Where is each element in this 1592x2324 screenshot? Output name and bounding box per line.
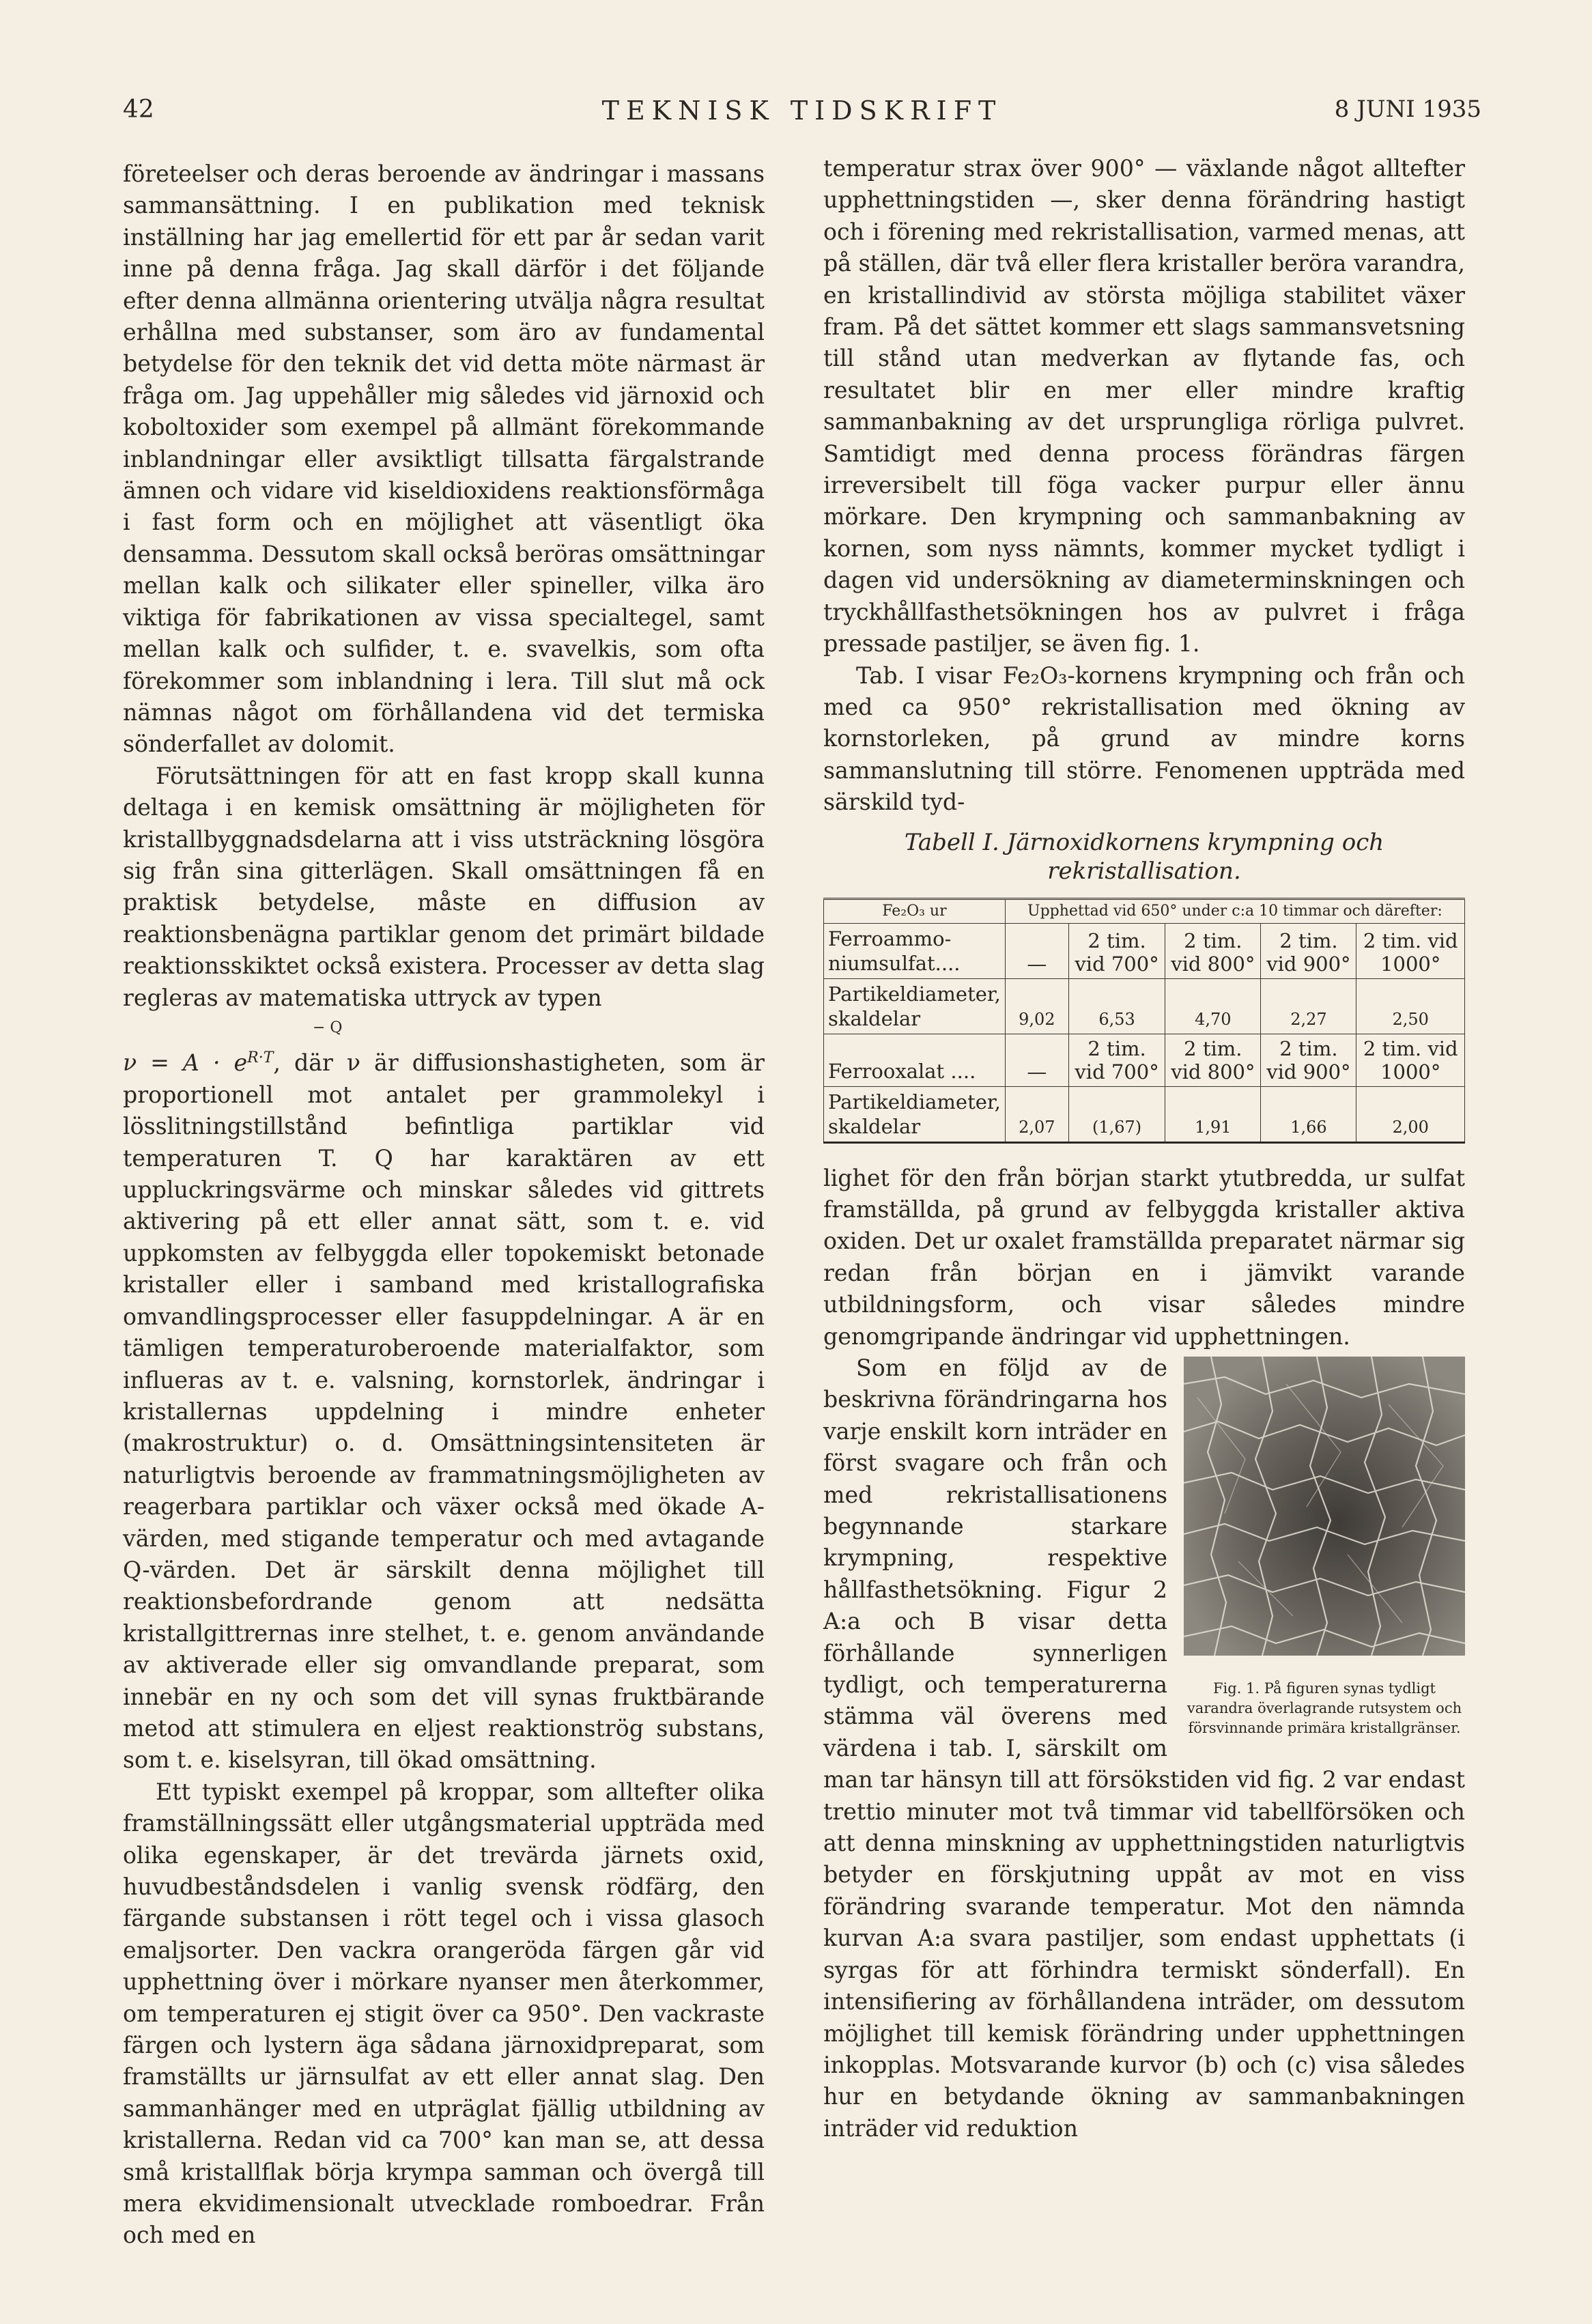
formula xyxy=(123,1011,765,1776)
table-row-label: Ferroammo-niumsulfat.... xyxy=(824,923,1006,978)
paragraph xyxy=(123,761,765,1014)
table-cell: — xyxy=(1005,923,1068,978)
figure-1 xyxy=(1184,1357,1465,1738)
table-cell: 2 tim. vid 900° xyxy=(1261,1034,1356,1086)
table-row xyxy=(824,1086,1465,1142)
left-column xyxy=(123,158,765,2252)
table-row xyxy=(824,923,1465,978)
table-row-label: Partikeldiameter, skaldelar xyxy=(824,978,1006,1034)
table-cell: 2,00 xyxy=(1356,1086,1465,1142)
page-header xyxy=(123,96,1481,137)
table-cell: 2 tim. vid 800° xyxy=(1165,1034,1261,1086)
table-row xyxy=(824,1034,1465,1086)
table-header-cell: Upphettad vid 650° under c:a 10 timmar och därefter: xyxy=(1005,898,1464,923)
table-header-row xyxy=(824,898,1465,923)
table-cell: 2 tim. vid 1000° xyxy=(1356,1034,1465,1086)
table-cell: 2 tim. vid 900° xyxy=(1261,923,1356,978)
table-cell: 6,53 xyxy=(1068,978,1165,1034)
paragraph: företeelser och deras beroende av ändringar i massans sammansättning. I en publikation med teknisk inställning har jag emellertid för ett par år sedan varit inne på denna fråga. Jag skall därför i det följande efter denna allmänna orientering utvälja några resultat erhållna med substanser, som äro av fundamental betydelse för den teknik det vid detta möte närmast är fråga om. Jag uppehåller mig således vid järnoxid och koboltoxider som exempel på allmänt förekommande inblandningar eller avsiktligt tillsatta färgalstrande ämnen och vidare vid kiseldioxidens reaktionsförmåga i fast form och en möjlighet att väsentligt öka densamma. Dessutom skall också beröras omsättningar mellan kalk och silikater eller spineller, vilka äro viktiga för fabrikationen av vissa specialtegel, samt mellan kalk och sulfider, t. e. svavelkis, som ofta förekommer som inblandning i lera. Till slut må ock nämnas något om förhållandena vid det termiska sönderfallet av dolomit. xyxy=(123,160,765,758)
table-row xyxy=(824,978,1465,1034)
micrograph-image xyxy=(1184,1357,1465,1656)
paragraph: temperatur strax över 900° — växlande något alltefter upphettningstiden —, sker denna förändring hastigt och i förening med rekristallisation, varmed menas, att på ställen, där två eller flera kristaller beröra varandra, en kristallindivid av största möjliga stabilitet växer fram. På det sättet kommer ett slags sammansvetsning till stånd utan medverkan av flytande fas, och resultatet blir en mer eller mindre kraftig sammanbakning av det ursprungliga rörliga pulvret. Samtidigt med denna process förändras färgen irreversibelt till föga vacker purpur eller ännu mörkare. Den krympning och sammanbakning av kornen, som nyss nämnts, kommer mycket tydligt i dagen vid undersökning av diameterminskningen och tryckhållfasthetsökningen hos av pulvret i fråga pressade pastiljer, se även fig. 1. xyxy=(823,155,1465,657)
data-table xyxy=(823,898,1465,1144)
table-cell: — xyxy=(1005,1034,1068,1086)
table-cell: 1,91 xyxy=(1165,1086,1261,1142)
table-row-label: Ferrooxalat .... xyxy=(824,1034,1006,1086)
table-row-label: Partikeldiameter, skaldelar xyxy=(824,1086,1006,1142)
table-cell: 2,07 xyxy=(1005,1086,1068,1142)
figure-wrap-block xyxy=(823,1352,1465,2144)
formula-exponent-denominator: R·T xyxy=(247,1049,274,1067)
paragraph-text: , där ν är diffusionshastigheten, som är proportionell mot antalet per grammolekyl i lösslitningstillstånd befintliga partiklar vid temperaturen T. Q har karaktären av ett uppluckringsvärme och minskar således vid gittrets aktivering på ett eller annat sätt, som t. e. vid uppkomsten av felbyggda eller topokemiskt betonade kristaller eller i samband med kristallografiska omvandlingsprocesser eller fasuppdelningar. A är en tämligen temperaturoberoende materialfaktor, som influeras av t. e. valsning, kornstorlek, ändringar i kristallernas uppdelning i mindre enheter (makrostruktur) o. d. Omsättningsintensiteten är naturligtvis beroende av frammatningsmöjligheten av reagerbara partiklar och växer också med ökade A-värden, med stigande temperatur och med avtagande Q-värden. Det är särskilt denna möjlighet till reaktionsbefordrande genom att nedsätta kristallgittrernas inre stelhet, t. e. genom användande av aktiverade eller sig omvandlande preparat, som innebär en ny och som det vill synas fruktbärande metod att stimulera en eljest reaktionströg substans, som t. e. kiselsyran, till ökad omsättning. xyxy=(123,1049,765,1774)
table-cell: 9,02 xyxy=(1005,978,1068,1034)
formula-expression: ν = A · e xyxy=(123,1049,248,1077)
issue-date: 8 JUNI 1935 xyxy=(1334,96,1481,123)
table-header-cell: Fe₂O₃ ur xyxy=(824,898,1006,923)
micrograph-illustration xyxy=(1184,1357,1465,1656)
table-cell: 2 tim. vid 700° xyxy=(1068,923,1165,978)
table-cell: 2 tim. vid 1000° xyxy=(1356,923,1465,978)
paragraph-text: Förutsättningen för att en fast kropp skall kunna deltaga i en kemisk omsättning är möjligheten för kristallbyggnadsdelarna att i viss utsträckning lösgöra sig från sina gitterlägen. Skall omsättningen få en praktisk betydelse, måste en diffusion av reaktionsbenägna partiklar genom det primärt bildade reaktionsskiktet också existera. Processer av detta slag regleras av matematiska uttryck av typen xyxy=(123,762,765,1011)
table-cell: 1,66 xyxy=(1261,1086,1356,1142)
table-cell: 2,50 xyxy=(1356,978,1465,1034)
journal-title: TEKNISK TIDSKRIFT xyxy=(601,96,1003,126)
formula-exponent-numerator: − Q xyxy=(313,1019,343,1036)
table-cell: 2,27 xyxy=(1261,978,1356,1034)
paragraph: Som en följd av de beskrivna förändringarna hos varje enskilt korn inträder en först svagare och från och med rekristallisationens begynnande starkare krympning, respektive hållfasthetsökning. Figur 2 A:a och B visar detta förhållande synnerligen tydligt, och temperaturerna stämma väl överens med värdena i tab. I, särskilt om man tar hänsyn till att försökstiden vid fig. 2 var endast trettio minuter mot två timmar vid tabellförsöken och att denna minskning av upphettningstiden naturligtvis betyder en förskjutning uppåt av mot en viss förändring svarande temperatur. Mot den nämnda kurvan A:a svara pastiljer, som endast upphettats (i syrgas för att förhindra termiskt sönderfall). En intensifiering av förhållandena inträder, om dessutom möjlighet till kemisk förändring under upphettningen inkopplas. Motsvarande kurvor (b) och (c) visa således hur en betydande ökning av sammanbakningen inträder vid reduktion xyxy=(823,1354,1465,2142)
paragraph: lighet för den från början starkt ytutbredda, ur sulfat framställda, på grund av felbyggda kristaller aktiva oxiden. Det ur oxalet framställda preparatet närmar sig redan från början en i jämvikt varande utbildningsform, och visar således mindre genomgripande ändringar vid upphettningen. xyxy=(823,1164,1465,1350)
page-number: 42 xyxy=(123,96,154,124)
paragraph: Ett typiskt exempel på kroppar, som alltefter olika framställningssätt eller utgångsmaterial uppträda med olika egenskaper, är det trevärda järnets oxid, huvudbeståndsdelen i vanlig svensk rödfärg, den färgande substansen i rött tegel och i vissa glasoch emaljsorter. Den vackra orangeröda färgen går vid upphettning över i mörkare nyanser men återkommer, om temperaturen ej stigit över ca 950°. Den vackraste färgen och lystern äga sådana järnoxidpreparat, som framställts ur järnsulfat av ett eller annat slag. Den sammanhänger med en utpräglat fjällig utbildning av kristallerna. Redan vid ca 700° kan man se, att dessa små kristallflak börja krympa samman och övergå till mera ekvidimensionalt utvecklade romboedrar. Från och med en xyxy=(123,1778,765,2249)
table-cell: 2 tim. vid 800° xyxy=(1165,923,1261,978)
table-cell: 2 tim. vid 700° xyxy=(1068,1034,1165,1086)
table-cell: 4,70 xyxy=(1165,978,1261,1034)
paragraph: Tab. I visar Fe₂O₃-kornens krympning och från och med ca 950° rekristallisation med ökning av kornstorleken, på grund av mindre korns sammanslutning till större. Fenomenen uppträda med särskild tyd- xyxy=(823,662,1465,816)
table-cell: (1,67) xyxy=(1068,1086,1165,1142)
table-caption: Tabell I. Järnoxidkornens krympning och rekristallisation. xyxy=(904,828,1384,885)
figure-caption: Fig. 1. På figuren synas tydligt varandra överlagrande rutsystem och försvinnande primära kristallgränser. xyxy=(1186,1680,1462,1736)
right-column xyxy=(823,153,1465,2144)
